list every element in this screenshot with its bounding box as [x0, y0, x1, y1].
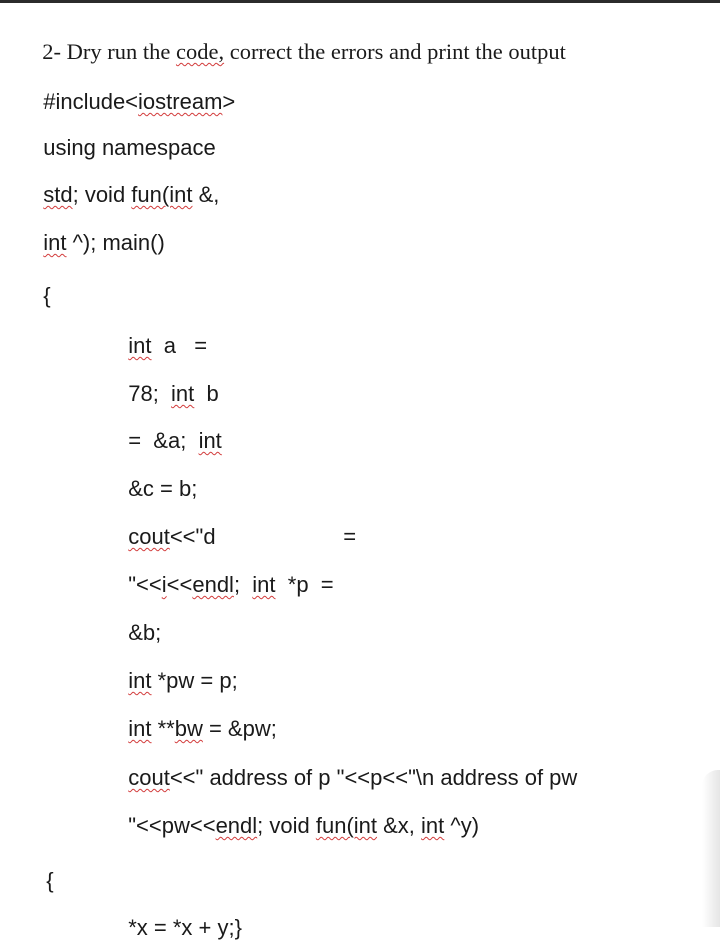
question-heading: [31, 13, 566, 65]
code-text-misspelled: endl: [215, 813, 258, 838]
code-text: ;: [233, 572, 253, 597]
code-text-misspelled: int: [421, 813, 445, 838]
code-line-cout-d: [116, 498, 216, 550]
code-text: "<<pw<<: [128, 813, 216, 838]
code-text: **: [151, 716, 175, 741]
code-text-misspelled: endl: [192, 572, 234, 597]
heading-rest: correct the errors and print the output: [224, 39, 566, 64]
code-text-misspelled: iostream: [138, 89, 223, 114]
code-text: >: [222, 89, 236, 114]
code-line-std: [31, 156, 219, 208]
code-text: &b;: [128, 620, 162, 645]
code-text: &,: [192, 182, 220, 207]
code-line-open-brace: [31, 257, 51, 309]
heading-comma: ,: [218, 39, 225, 64]
code-line-using: [31, 109, 216, 161]
code-text: *p =: [275, 572, 334, 597]
code-line-body: [116, 889, 242, 941]
code-text: b: [194, 381, 219, 406]
code-text: {: [43, 283, 51, 308]
code-text-misspelled: int: [252, 572, 276, 597]
code-text: #include<: [43, 89, 139, 114]
code-line-fun-def: [116, 787, 479, 839]
code-text: <<: [166, 572, 193, 597]
code-text: =: [343, 524, 357, 549]
code-line-endl-p: [116, 546, 334, 598]
code-text: using namespace: [43, 135, 216, 160]
code-line-cout-address: [116, 739, 577, 791]
code-line-int-a: [116, 307, 207, 359]
code-text-misspelled: int: [198, 428, 222, 453]
code-text: ^); main(): [66, 230, 165, 255]
code-text-misspelled: fun(int: [315, 813, 378, 838]
code-text-misspelled: int: [128, 668, 152, 693]
top-border: [0, 0, 720, 3]
code-text: &c = b;: [128, 476, 198, 501]
code-text: ; void: [72, 182, 132, 207]
code-line-pw: [116, 642, 238, 694]
code-text-misspelled: int: [43, 230, 67, 255]
code-text: &x,: [377, 813, 422, 838]
code-text-misspelled: int: [128, 333, 152, 358]
scroll-edge-shadow: [702, 770, 720, 927]
code-text: {: [46, 868, 54, 893]
code-text-misspelled: bw: [174, 716, 203, 741]
code-text: 78;: [128, 381, 172, 406]
code-line-open-brace-2: [34, 842, 54, 894]
code-line-include: [31, 63, 235, 115]
code-line-ref-b: [116, 594, 161, 646]
code-text: <<"d: [169, 524, 216, 549]
code-line-cout-d-equals: [331, 498, 356, 550]
code-line-ref-c: [116, 450, 197, 502]
code-text: ; void: [257, 813, 316, 838]
code-line-eq-a: [116, 402, 222, 454]
code-text: ^y): [444, 813, 480, 838]
heading-prefix: 2- Dry run the: [42, 39, 176, 64]
code-text-misspelled: i: [161, 572, 167, 597]
code-text: a =: [151, 333, 208, 358]
code-text: <<" address of p "<<p<<"\n address of pw: [169, 765, 578, 790]
code-text-misspelled: cout: [128, 765, 170, 790]
code-line-78: [116, 355, 219, 407]
code-text-misspelled: cout: [128, 524, 170, 549]
code-line-bw: [116, 690, 277, 742]
code-text: *pw = p;: [151, 668, 238, 693]
code-line-main: [31, 204, 165, 256]
code-text: "<<: [128, 572, 162, 597]
code-text-misspelled: int: [128, 716, 152, 741]
code-text: = &a;: [128, 428, 199, 453]
code-text-misspelled: int: [171, 381, 195, 406]
code-text-misspelled: fun(int: [131, 182, 193, 207]
heading-code-word: code: [175, 39, 219, 64]
code-text: = &pw;: [202, 716, 277, 741]
code-text: *x = *x + y;}: [128, 915, 242, 940]
code-text-misspelled: std: [43, 182, 73, 207]
